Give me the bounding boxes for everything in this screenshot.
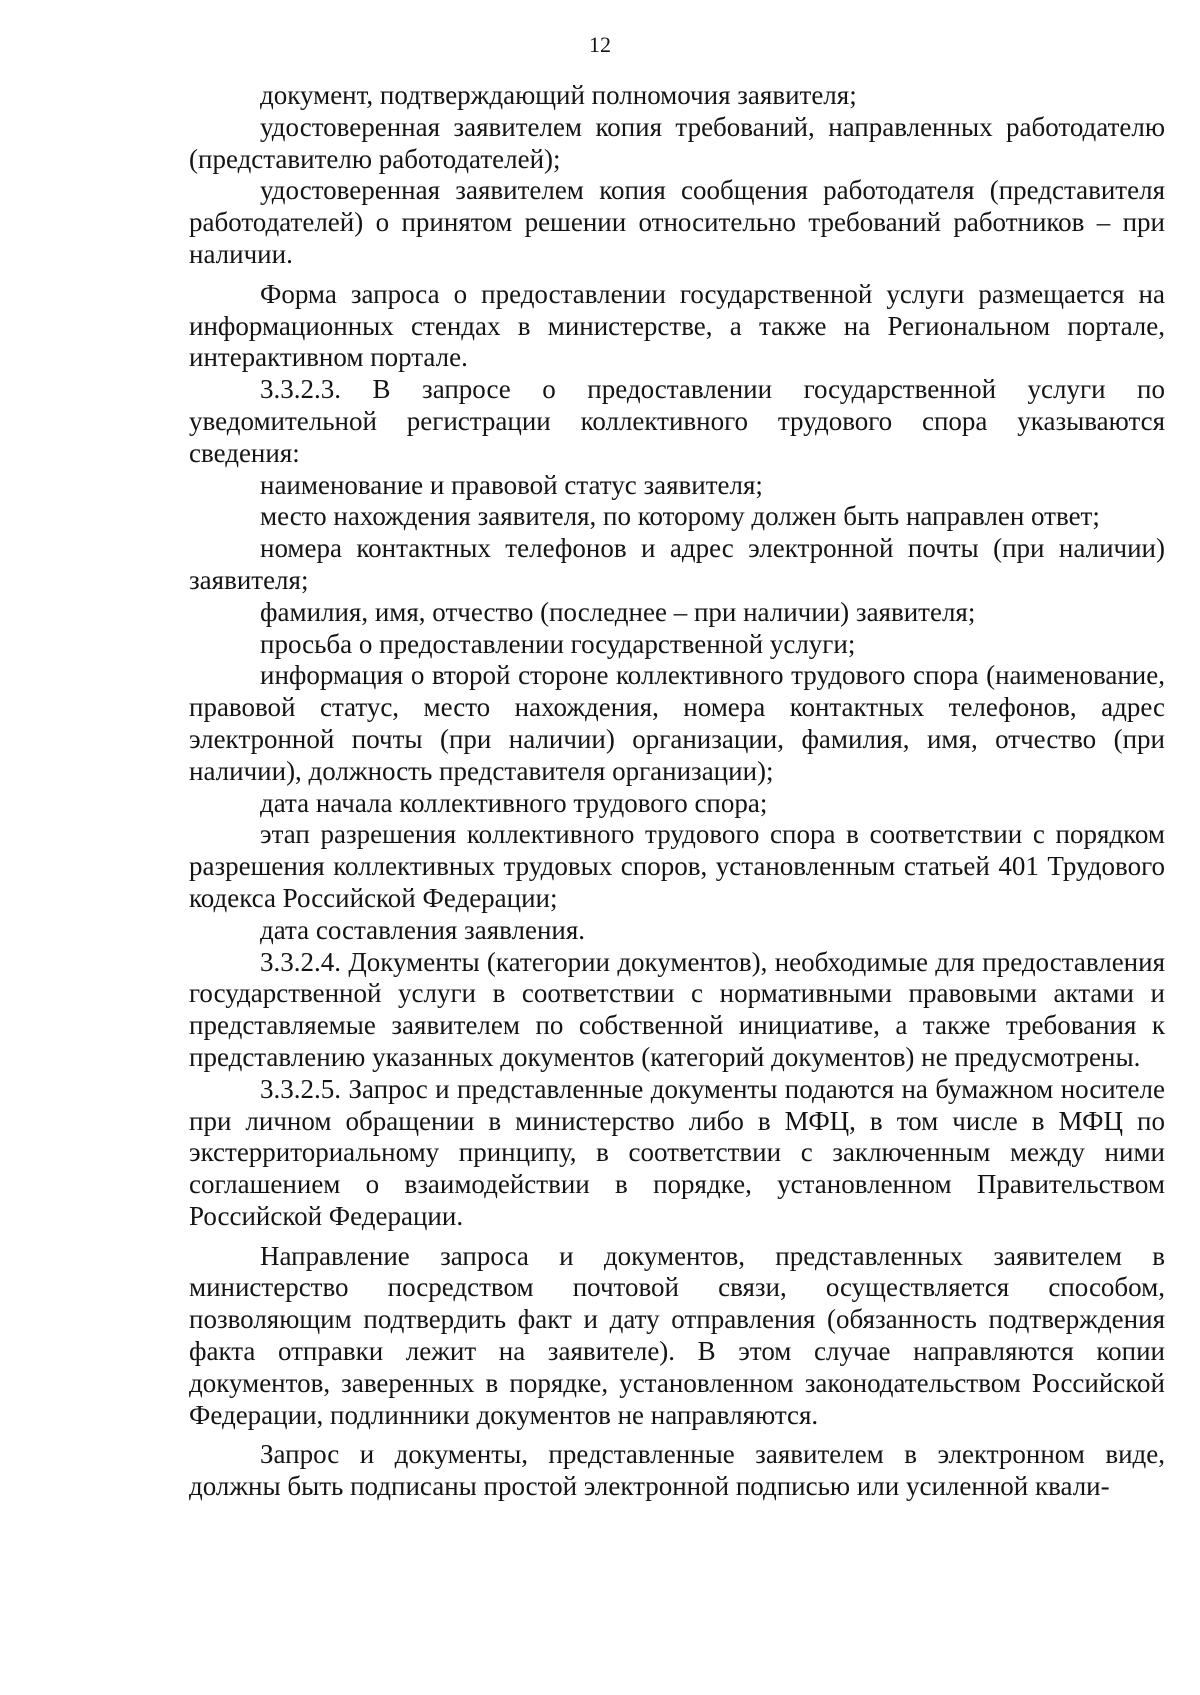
paragraph: дата начала коллективного трудового спора; xyxy=(260,787,768,818)
paragraph: Форма запроса о предоставлении государственной услуги размещается на информационных стендах в министерстве, а также на Региональном портале, интерактивном портале. xyxy=(189,278,1165,373)
paragraph: номера контактных телефонов и адрес электронной почты (при наличии) заявителя; xyxy=(189,533,1165,595)
paragraph: 3.3.2.5. Запрос и представленные документы подаются на бумажном носителе при личном обращении в министерство либо в МФЦ, в том числе в МФЦ по экстерриториальному принципу, в соответствии с заключенным между ними соглашением о взаимодействии в порядке, установленном Правительством Российской Федерации. xyxy=(189,1073,1165,1231)
paragraph: документ, подтверждающий полномочия заявителя; xyxy=(260,80,857,110)
paragraph: удостоверенная заявителем копия требований, направленных работодателю (представителю работодателей); xyxy=(189,111,1165,174)
paragraph: просьба о предоставлении государственной услуги; xyxy=(260,628,856,659)
paragraph: наименование и правовой статус заявителя; xyxy=(260,469,763,500)
paragraph: место нахождения заявителя, по которому должен быть направлен ответ; xyxy=(260,501,1100,532)
paragraph: удостоверенная заявителем копия сообщения работодателя (представителя работодателей) о принятом решении относительно требований работников – при наличии. xyxy=(189,175,1165,269)
paragraph: 3.3.2.4. Документы (категории документов), необходимые для предоставления государственной услуги в соответствии с нормативными правовыми актами и представляемые заявителем по собственной инициативе, а также требования к представлению указанных документов (категорий документов) не предусмотрены. xyxy=(189,946,1165,1072)
paragraph: дата составления заявления. xyxy=(260,914,586,945)
paragraph: Запрос и документы, представленные заявителем в электронном виде, должны быть подписаны простой электронной подписью или усиленной квали- xyxy=(189,1439,1165,1502)
document-body xyxy=(189,80,1165,1503)
paragraph: фамилия, имя, отчество (последнее – при наличии) заявителя; xyxy=(260,596,976,627)
paragraph: 3.3.2.3. В запросе о предоставлении государственной услуги по уведомительной регистрации коллективного трудового спора указываются сведения: xyxy=(189,374,1165,468)
paragraph: Направление запроса и документов, представленных заявителем в министерство посредством почтовой связи, осуществляется способом, позволяющим подтвердить факт и дату отправления (обязанность подтверждения факта отправки лежит на заявителе). В этом случае направляются копии документов, заверенных в порядке, установленном законодательством Российской Федерации, подлинники документов не направляются. xyxy=(189,1240,1165,1430)
page-number: 12 xyxy=(589,32,611,57)
paragraph: информация о второй стороне коллективного трудового спора (наименование, правовой статус, место нахождения, номера контактных телефонов, адрес электронной почты (при наличии) организации, фамилия, имя, отчество (при наличии), должность представителя организации); xyxy=(189,660,1165,786)
paragraph: этап разрешения коллективного трудового спора в соответствии с порядком разрешения коллективных трудовых споров, установленным статьей 401 Трудового кодекса Российской Федерации; xyxy=(189,819,1165,913)
